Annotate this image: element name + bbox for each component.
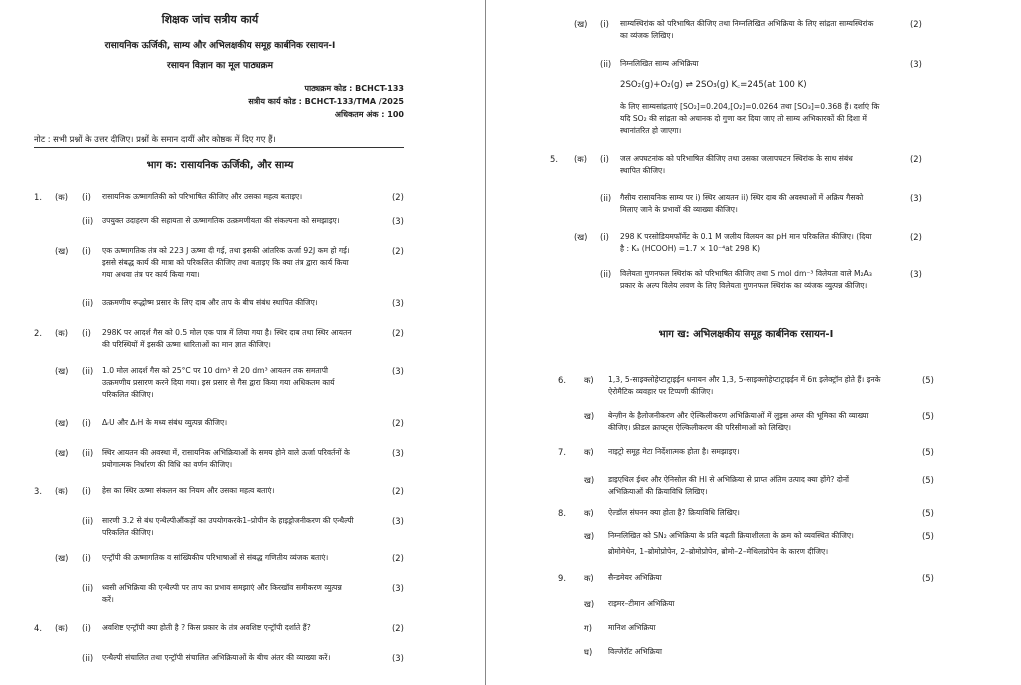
question-number: 7.	[558, 447, 566, 457]
question-text: डाइएथिल ईथर और ऐनिसोल की HI से अभिक्रिया से प्राप्त अंतिम उत्पाद क्या होंगे? दोनों	[608, 475, 850, 484]
marks: (5)	[922, 573, 934, 583]
question-number: 1.	[34, 192, 42, 202]
subpart-label: (ii)	[82, 366, 94, 376]
marks: (5)	[922, 447, 934, 457]
question-text: 298K पर आदर्श गैस को 0.5 मोल एक पात्र में लिया गया है। स्थिर दाब तथा स्थिर आयतन	[102, 328, 352, 337]
question-text: स्थापित कीजिए।	[620, 166, 666, 175]
question-text: यदि SO₂ की सांद्रता को अचानक दो गुणा कर दिया जाए तो साम्य अभिकारकों की दिशा में	[620, 114, 867, 123]
question-text: निम्नलिखित को SN₂ अभिक्रिया के प्रति बढ़ती क्रियाशीलता के क्रम को व्यवस्थित कीजिए।	[608, 531, 854, 540]
marks: (2)	[392, 328, 404, 338]
part-label: ख)	[584, 599, 595, 609]
equilibrium-equation: 2SO₂(g)+O₂(g) ⇌ 2SO₃(g) K꜀=245(at 100 K)	[620, 80, 807, 90]
marks: (5)	[922, 375, 934, 385]
subpart-label: (ii)	[82, 298, 94, 308]
part-label: ख)	[584, 411, 595, 421]
max-marks: अधिकतम अंक : 100	[334, 110, 404, 119]
question-text: का व्यंजक लिखिए।	[620, 31, 674, 40]
subpart-label: (i)	[82, 328, 91, 338]
subpart-label: (i)	[600, 232, 609, 242]
question-text: ऐरोमैटिक व्यवहार पर टिप्पणी कीजिए।	[608, 387, 714, 396]
part-label: (क)	[55, 328, 68, 338]
question-text: जल अपघटनांक को परिभाषित कीजिए तथा उसका जलापघटन स्थिरांक के साथ संबंध	[620, 154, 853, 163]
question-text: हेस का स्थिर ऊष्मा संकलन का नियम और उसका महत्व बताएं।	[102, 486, 275, 495]
question-number: 2.	[34, 328, 42, 338]
question-text: उत्क्रमणीय प्रसारण करने दिया गया। इस प्रसार से गैस द्वारा किया गया अधिकतम कार्य	[102, 378, 335, 387]
subpart-label: (ii)	[82, 448, 94, 458]
question-text: स्थानांतरित हो जाएगा।	[620, 126, 682, 135]
marks: (3)	[392, 216, 404, 226]
course-code: पाठ्यक्रम कोड : BCHCT-133	[304, 84, 404, 93]
question-text: साम्यस्थिरांक को परिभाषित कीजिए तथा निम्नलिखित अभिक्रिया के लिए सांद्रता साम्यस्थिरांक	[620, 19, 874, 28]
marks: (3)	[392, 298, 404, 308]
question-text: गया अथवा तंत्र पर कार्य किया गया।	[102, 270, 200, 279]
question-number: 3.	[34, 486, 42, 496]
assignment-code: सत्रीय कार्य कोड : BCHCT-133/TMA /2025	[248, 97, 404, 106]
instructions-note: नोट : सभी प्रश्नों के उत्तर दीजिए। प्रश्नों के समान दायीं और कोष्ठक में दिए गए हैं।	[34, 134, 276, 144]
document-title: शिक्षक जांच सत्रीय कार्य	[161, 13, 259, 26]
question-text: उपयुक्त उदाहरण की सहायता से ऊष्मागतिक उत्क्रमणीयता की संकल्पना को समझाइए।	[102, 216, 340, 225]
question-text: सारणी 3.2 से बंध एन्थैल्पीऔंकड़ों का उपयोगकरके1–प्रोपीन के हाइड्रोजनीकरण की एन्थैल्पी	[102, 516, 354, 525]
subpart-label: (ii)	[82, 216, 94, 226]
part-label: (ख)	[574, 19, 588, 29]
question-number: 9.	[558, 573, 566, 583]
part-label: (क)	[574, 154, 587, 164]
marks: (5)	[922, 475, 934, 485]
subpart-label: (i)	[82, 486, 91, 496]
part-label: (ख)	[55, 366, 69, 376]
marks: (2)	[910, 19, 922, 29]
part-label: (क)	[55, 623, 68, 633]
question-text: है : Kₐ (HCOOH) =1.7 × 10⁻⁴at 298 K)	[620, 244, 761, 253]
subpart-label: (i)	[82, 623, 91, 633]
question-text: अवशिष्ट एन्ट्रॉपी क्या होती है ? किस प्रकार के तंत्र अवशिष्ट एन्ट्रॉपी दर्शाते हैं?	[102, 623, 311, 632]
question-text: एन्ट्रॉपी की ऊष्मागतिक व सांख्यिकीय परिभाषाओं से संबद्ध गणितीय व्यंजक बताएं।	[102, 553, 329, 562]
question-text: प्रकार के अल्प विलेय लवण के लिए विलेयता गुणनफल स्थिरांक का व्यंजक व्युत्पन्न कीजिए।	[620, 281, 868, 290]
question-number: 6.	[558, 375, 566, 385]
marks: (2)	[910, 232, 922, 242]
marks: (3)	[910, 59, 922, 69]
marks: (3)	[392, 653, 404, 663]
subpart-label: (i)	[82, 192, 91, 202]
question-text: 298 K परसोडियमफॉर्मेट के 0.1 M जलीय विलयन का pH मान परिकलित कीजिए। (दिया	[620, 232, 872, 241]
subpart-label: (ii)	[82, 516, 94, 526]
question-text: विल्जेरॉट अभिक्रिया	[608, 647, 662, 656]
part-label: ग)	[584, 623, 592, 633]
subpart-label: (ii)	[600, 59, 612, 69]
question-number: 4.	[34, 623, 42, 633]
header-rule	[34, 147, 404, 148]
question-text: रासायनिक ऊष्मागतिकी को परिभाषित कीजिए और उसका महत्व बताइए।	[102, 192, 303, 201]
part-label: क)	[584, 508, 594, 518]
section-a-title: भाग क: रासायनिक ऊर्जिकी, और साम्य	[146, 160, 294, 171]
marks: (2)	[392, 553, 404, 563]
part-label: (ख)	[55, 418, 69, 428]
subpart-label: (ii)	[600, 193, 612, 203]
subpart-label: (i)	[82, 246, 91, 256]
question-text: इससे संबद्ध कार्य की मात्रा को परिकलित कीजिए तथा बताइए कि क्या तंत्र द्वारा कार्य किया	[102, 258, 349, 267]
right-page	[486, 0, 1021, 685]
part-label: (ख)	[574, 232, 588, 242]
question-text: मिलाए जाने के प्रभावों की व्याख्या कीजिए।	[620, 205, 738, 214]
subpart-label: (ii)	[82, 653, 94, 663]
marks: (2)	[910, 154, 922, 164]
marks: (3)	[392, 366, 404, 376]
marks: (2)	[392, 486, 404, 496]
question-text: की परिस्थियों में इसकी ऊष्मा धारिताओं का मान ज्ञात कीजिए।	[102, 340, 271, 349]
marks: (3)	[910, 269, 922, 279]
question-text: के लिए साम्यसांद्रताएं [SO₂]=0.204,[O₂]=0.0264 तथा [SO₃]=0.368 हैं। दर्शाएं कि	[620, 102, 880, 111]
question-text: राइमर–टीमान अभिक्रिया	[608, 599, 675, 608]
question-text: ΔᵣU और ΔᵣH के मध्य संबंध व्युत्पन्न कीजिए।	[102, 418, 228, 427]
marks: (3)	[910, 193, 922, 203]
question-text: एक ऊष्मागतिक तंत्र को 223 J ऊष्मा दी गई, तथा इसकी आंतरिक ऊर्जा 92J कम हो गई।	[102, 246, 350, 255]
marks: (3)	[392, 448, 404, 458]
marks: (5)	[922, 531, 934, 541]
marks: (2)	[392, 246, 404, 256]
question-text: नाइट्रो समूह मेटा निर्देशात्मक होता है। समझाइए।	[608, 447, 740, 456]
subpart-label: (ii)	[82, 583, 94, 593]
question-text: गैसीय रासायनिक साम्य पर i) स्थिर आयतन ii) स्थिर दाब की अवस्थाओं में अक्रिय गैसको	[620, 193, 864, 202]
question-number: 5.	[550, 154, 558, 164]
question-number: 8.	[558, 508, 566, 518]
subpart-label: (i)	[82, 553, 91, 563]
question-text: विलेयता गुणनफल स्थिरांक को परिभाषित कीजिए तथा S mol dm⁻³ विलेयता वाले M₂A₃	[620, 269, 872, 278]
marks: (3)	[392, 583, 404, 593]
question-text: ब्रोमोमेथेन, 1–ब्रोमोप्रोपेन, 2–ब्रोमोप्रोपेन, ब्रोमो–2–मेथिलप्रोपेन के कारण दीजिए।	[608, 547, 829, 556]
section-b-title: भाग ख: अभिलक्षकीय समूह कार्बनिक रसायन-I	[658, 329, 834, 340]
part-label: क)	[584, 573, 594, 583]
question-text: 1.0 मोल आदर्श गैस को 25°C पर 10 dm³ से 20 dm³ आयतन तक समतापी	[102, 366, 328, 375]
part-label: क)	[584, 447, 594, 457]
question-text: एन्थैल्पी संचालित तथा एन्ट्रॉपी संचालित अभिक्रियाओं के बीच अंतर की व्याख्या करें।	[102, 653, 331, 662]
marks: (2)	[392, 418, 404, 428]
question-text: ऐल्डॉल संघनन क्या होता है? क्रियाविधि लिखिए।	[608, 508, 740, 517]
marks: (5)	[922, 508, 934, 518]
document-subtitle: रासायनिक ऊर्जिकी, साम्य और अभिलक्षकीय समूह कार्बनिक रसायन-I	[104, 41, 336, 51]
part-label: ख)	[584, 475, 595, 485]
marks: (3)	[392, 516, 404, 526]
part-label: ख)	[584, 531, 595, 541]
question-text: अभिक्रियाओं की क्रियाविधि लिखिए।	[608, 487, 708, 496]
subpart-label: (i)	[600, 19, 609, 29]
question-text: मानिश अभिक्रिया	[608, 623, 656, 632]
marks: (2)	[392, 623, 404, 633]
marks: (5)	[922, 411, 934, 421]
question-text: ध्वसी अभिक्रिया की एन्थैल्पी पर ताप का प्रभाव समझाएं और किरखॉव समीकरण व्युत्पन्न	[102, 583, 342, 592]
document-subtitle-2: रसायन विज्ञान का मूल पाठ्यक्रम	[167, 61, 273, 71]
subpart-label: (i)	[600, 154, 609, 164]
question-text: कीजिए। फ्रीडल क्राफ्ट्स ऐल्किलीकरण की परिसीमाओं को लिखिए।	[608, 423, 792, 432]
question-text: 1,3, 5-साइक्लोहेप्टाट्राइईन धनायन और 1,3, 5-साइक्लोहेप्टाट्राइईन में 6π इलेक्ट्रॉन होते हैं। इनके	[608, 375, 881, 384]
question-text: प्रयोगात्मक निर्धारण की विधि का वर्णन कीजिए।	[102, 460, 233, 469]
part-label: (क)	[55, 192, 68, 202]
question-text: उत्क्रमणीय रूद्धोष्म प्रसार के लिए दाब और ताप के बीच संबंध स्थापित कीजिए।	[102, 298, 318, 307]
question-text: सैन्डमेयर अभिक्रिया	[608, 573, 662, 582]
question-text: निम्नलिखित साम्य अभिक्रिया	[620, 59, 699, 68]
part-label: (ख)	[55, 246, 69, 256]
subpart-label: (i)	[82, 418, 91, 428]
question-text: करें।	[102, 595, 114, 604]
part-label: (ख)	[55, 553, 69, 563]
part-label: क)	[584, 375, 594, 385]
part-label: (ख)	[55, 448, 69, 458]
marks: (2)	[392, 192, 404, 202]
question-text: बेन्ज़ीन के हैलोजनीकरण और ऐल्किलीकरण अभिक्रियाओं में लुइस अम्ल की भूमिका की व्याख्या	[608, 411, 869, 420]
part-label: (क)	[55, 486, 68, 496]
part-label: घ)	[584, 647, 593, 657]
question-text: स्थिर आयतन की अवस्था में, रासायनिक अभिक्रियाओं के समय होने वाले ऊर्जा परिवर्तनों के	[102, 448, 350, 457]
question-text: परिकलित कीजिए।	[102, 528, 154, 537]
subpart-label: (ii)	[600, 269, 612, 279]
left-page	[0, 0, 485, 685]
question-text: परिकलित कीजिए।	[102, 390, 154, 399]
